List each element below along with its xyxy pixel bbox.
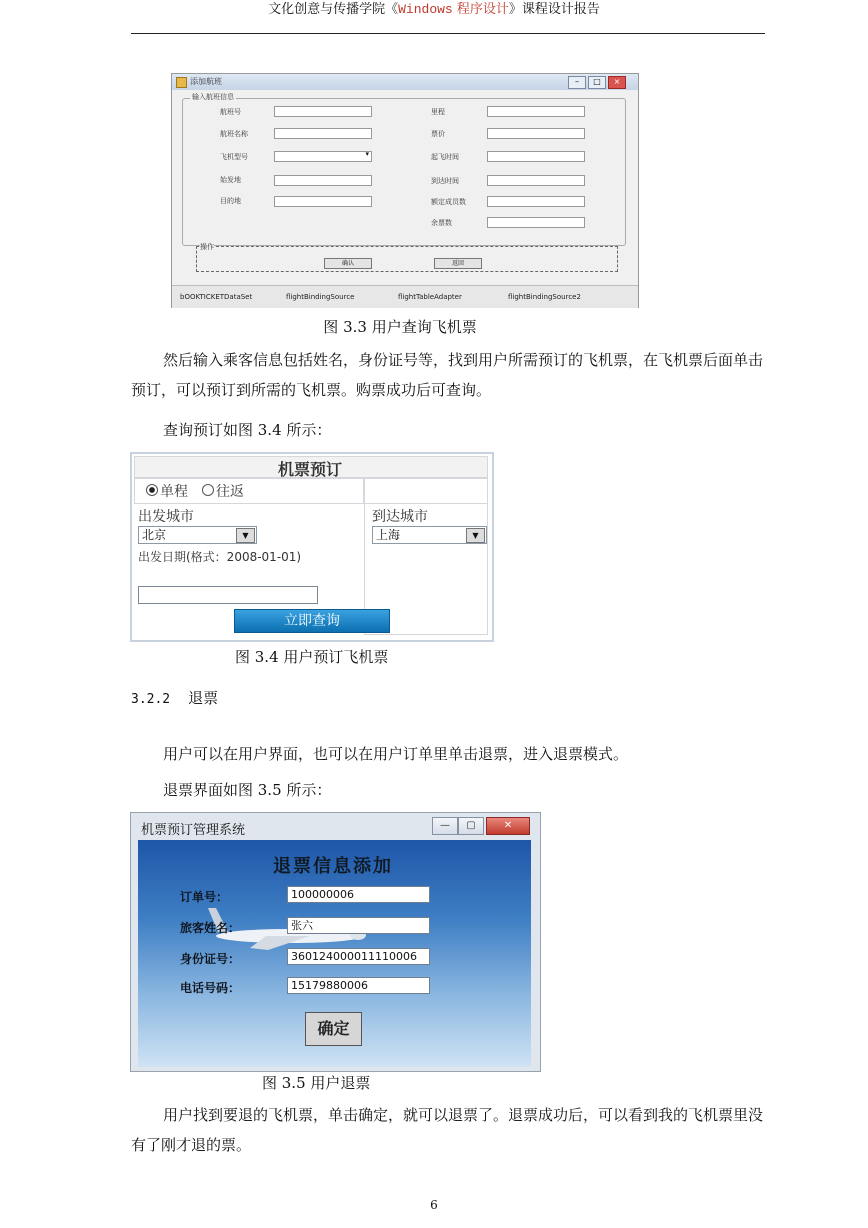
depart-city-value: 北京 — [142, 528, 167, 542]
section-number: 3.2.2 — [131, 692, 171, 707]
booking-title: 机票预订 — [277, 460, 342, 479]
roundtrip-radio[interactable] — [202, 484, 214, 496]
figure-3-5-caption: 图 3.5 用户退票 — [262, 1074, 371, 1092]
operations-panel — [196, 246, 618, 272]
flight-name-input[interactable] — [274, 128, 372, 139]
paragraph-1: 然后输入乘客信息包括姓名，身份证号等，找到用户所需预订的飞机票，在飞机票后面单击预订，可以预订到所需的飞机票。购票成功后可查询。 — [131, 351, 764, 399]
passenger-name-input[interactable]: 张六 — [287, 917, 430, 934]
arrive-city-value: 上海 — [376, 528, 401, 542]
remaining-input[interactable] — [487, 217, 585, 228]
order-no-input[interactable]: 100000006 — [287, 886, 430, 903]
window-title: 添加航班 — [190, 77, 222, 86]
minimize-icon[interactable]: — — [432, 817, 458, 835]
depart-city-select[interactable] — [138, 526, 257, 544]
title-bar — [172, 74, 638, 90]
order-no-label: 订单号： — [180, 890, 229, 904]
chevron-down-icon: ▼ — [466, 528, 485, 543]
label-origin: 始发地 — [220, 176, 241, 184]
confirm-button[interactable]: 确定 — [305, 1012, 362, 1046]
depart-city-label: 出发城市 — [138, 509, 194, 525]
group-label: 输入航班信息 — [192, 93, 234, 101]
phone-label: 电话号码： — [180, 981, 241, 995]
refund-panel — [138, 840, 531, 1067]
label-remaining: 余票数 — [431, 219, 452, 227]
tray-item-dataset: bOOKTICKETDataSet — [180, 293, 253, 301]
page-header — [0, 0, 868, 34]
flight-no-input[interactable] — [274, 106, 372, 117]
oneway-label: 单程 — [160, 484, 188, 500]
capacity-input[interactable] — [487, 196, 585, 207]
id-number-input[interactable]: 360124000011110006 — [287, 948, 430, 965]
figure-3-4-caption: 图 3.4 用户预订飞机票 — [235, 648, 389, 666]
section-heading — [131, 687, 218, 708]
app-icon — [176, 77, 187, 88]
paragraph-4: 退票界面如图 3.5 所示： — [163, 781, 332, 799]
figure-3-4-booking-form — [130, 452, 494, 642]
refund-heading: 退票信息添加 — [273, 856, 393, 877]
origin-input[interactable] — [274, 175, 372, 186]
label-depart-time: 起飞时间 — [431, 153, 459, 161]
figure-3-3-add-flight-window — [171, 73, 639, 308]
back-button[interactable]: 返回 — [434, 258, 482, 269]
passenger-name-label: 旅客姓名： — [180, 921, 241, 935]
mileage-input[interactable] — [487, 106, 585, 117]
header-zh: 程序设计 — [452, 2, 509, 17]
label-flight-name: 航班名称 — [220, 130, 248, 138]
empty-cell — [364, 478, 488, 504]
arrive-time-input[interactable] — [487, 175, 585, 186]
figure-3-5-refund-window — [130, 812, 541, 1072]
header-prefix: 文化创意与传播学院《 — [268, 2, 399, 17]
roundtrip-label: 往返 — [216, 484, 244, 500]
label-destination: 目的地 — [220, 197, 241, 205]
date-label: 出发日期(格式：2008-01-01) — [138, 550, 302, 564]
figure-3-3-caption: 图 3.3 用户查询飞机票 — [323, 318, 477, 336]
header-rule — [131, 33, 765, 34]
tray-item-binding-source-2: flightBindingSource2 — [508, 293, 581, 301]
destination-input[interactable] — [274, 196, 372, 207]
minimize-icon[interactable]: – — [568, 76, 586, 89]
query-button[interactable]: 立即查询 — [234, 609, 390, 633]
header-suffix: 》课程设计报告 — [508, 2, 600, 17]
price-input[interactable] — [487, 128, 585, 139]
oneway-radio[interactable] — [146, 484, 158, 496]
paragraph-2: 查询预订如图 3.4 所示： — [163, 421, 332, 439]
paragraph-5: 用户找到要退的飞机票，单击确定，就可以退票了。退票成功后，可以看到我的飞机票里没有了刚才退的票。 — [131, 1106, 764, 1154]
phone-input[interactable]: 15179880006 — [287, 977, 430, 994]
confirm-button[interactable]: 确认 — [324, 258, 372, 269]
depart-time-input[interactable] — [487, 151, 585, 162]
window-title: 机票预订管理系统 — [141, 823, 246, 838]
label-price: 票价 — [431, 130, 445, 138]
maximize-icon[interactable]: □ — [588, 76, 606, 89]
close-icon[interactable]: × — [608, 76, 626, 89]
chevron-down-icon: ▼ — [236, 528, 255, 543]
maximize-icon[interactable]: ▢ — [458, 817, 484, 835]
section-title: 退票 — [188, 689, 219, 707]
depart-date-input[interactable] — [138, 586, 318, 604]
label-flight-no: 航班号 — [220, 108, 241, 116]
label-capacity: 额定成员数 — [431, 198, 466, 206]
tray-item-binding-source: flightBindingSource — [286, 293, 355, 301]
header-windows: Windows — [398, 2, 453, 17]
close-icon[interactable]: ✕ — [486, 817, 530, 835]
ops-label: 操作 — [200, 243, 214, 251]
paragraph-3: 用户可以在用户界面，也可以在用户订单里单击退票，进入退票模式。 — [163, 745, 629, 763]
label-mileage: 里程 — [431, 108, 445, 116]
plane-type-select[interactable]: ▾ — [274, 151, 372, 162]
label-arrive-time: 到达时间 — [431, 177, 459, 185]
component-tray — [172, 285, 638, 308]
id-number-label: 身份证号： — [180, 952, 241, 966]
tray-item-table-adapter: flightTableAdapter — [398, 293, 462, 301]
label-plane-type: 飞机型号 — [220, 153, 248, 161]
arrive-city-label: 到达城市 — [372, 509, 428, 525]
page-number: 6 — [430, 1198, 438, 1212]
